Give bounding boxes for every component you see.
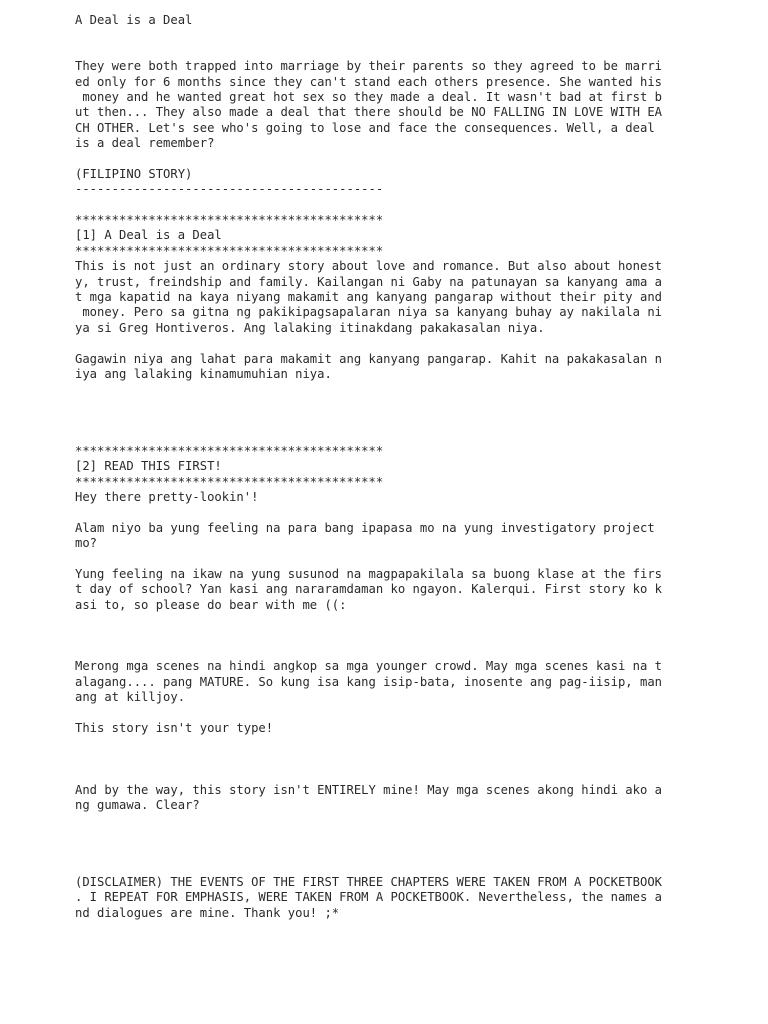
blank-line bbox=[75, 506, 755, 521]
chapter-1-heading: [1] A Deal is a Deal bbox=[75, 228, 222, 243]
blank-line bbox=[75, 859, 755, 874]
synopsis-line: They were both trapped into marriage by their parents so they agreed to be marri bbox=[75, 59, 662, 74]
blank-line bbox=[75, 752, 755, 767]
chapter-2-line: ang at killjoy. bbox=[75, 690, 186, 705]
blank-line bbox=[75, 28, 755, 43]
blank-line bbox=[75, 336, 755, 351]
blank-line bbox=[75, 198, 755, 213]
disclaimer-line: (DISCLAIMER) THE EVENTS OF THE FIRST THREE CHAPTERS WERE TAKEN FROM A POCKETBOOK bbox=[75, 874, 662, 889]
chapter-2-line: t day of school? Yan kasi ang nararamdaman ko ngayon. Kalerqui. First story ko k bbox=[75, 582, 662, 597]
blank-line bbox=[75, 152, 755, 167]
synopsis-line: is a deal remember? bbox=[75, 136, 215, 151]
synopsis-line: ut then... They also made a deal that there should be NO FALLING IN LOVE WITH EA bbox=[75, 105, 662, 120]
blank-line bbox=[75, 644, 755, 659]
synopsis-line: money and he wanted great hot sex so they made a deal. It wasn't bad at first b bbox=[75, 89, 662, 104]
asterisk-divider: ****************************************** bbox=[75, 213, 384, 228]
chapter-2-line: And by the way, this story isn't ENTIRELY mine! May mga scenes akong hindi ako a bbox=[75, 782, 662, 797]
blank-line bbox=[75, 844, 755, 859]
blank-line bbox=[75, 429, 755, 444]
chapter-1-line: y, trust, freindship and family. Kailangan ni Gaby na patunayan sa kanyang ama a bbox=[75, 274, 662, 289]
disclaimer-line: . I REPEAT FOR EMPHASIS, WERE TAKEN FROM A POCKETBOOK. Nevertheless, the names a bbox=[75, 890, 662, 905]
asterisk-divider: ****************************************** bbox=[75, 243, 384, 258]
blank-line bbox=[75, 552, 755, 567]
disclaimer-line: nd dialogues are mine. Thank you! ;* bbox=[75, 905, 340, 920]
blank-line bbox=[75, 736, 755, 751]
blank-line bbox=[75, 44, 755, 59]
synopsis-line: ed only for 6 months since they can't stand each others presence. She wanted his bbox=[75, 74, 662, 89]
blank-line bbox=[75, 629, 755, 644]
chapter-2-line: mo? bbox=[75, 536, 98, 551]
chapter-2-line: asi to, so please do bear with me ((: bbox=[75, 597, 347, 612]
asterisk-divider: ****************************************** bbox=[75, 443, 384, 458]
chapter-1-line: ya si Greg Hontiveros. Ang lalaking itinakdang pakakasalan niya. bbox=[75, 320, 545, 335]
genre-line: (FILIPINO STORY) bbox=[75, 166, 193, 181]
blank-line bbox=[75, 398, 755, 413]
chapter-1-line: t mga kapatid na kaya niyang makamit ang kanyang pangarap without their pity and bbox=[75, 290, 662, 305]
synopsis-line: CH OTHER. Let's see who's going to lose and face the consequences. Well, a deal bbox=[75, 120, 655, 135]
blank-line bbox=[75, 706, 755, 721]
blank-line bbox=[75, 813, 755, 828]
blank-line bbox=[75, 829, 755, 844]
blank-line bbox=[75, 413, 755, 428]
chapter-2-line: This story isn't your type! bbox=[75, 720, 274, 735]
chapter-2-line: Hey there pretty-lookin'! bbox=[75, 490, 259, 505]
chapter-2-line: Alam niyo ba yung feeling na para bang ipapasa mo na yung investigatory project bbox=[75, 520, 655, 535]
document-page bbox=[75, 13, 755, 921]
chapter-2-line: alagang.... pang MATURE. So kung isa kang isip-bata, inosente ang pag-iisip, man bbox=[75, 674, 662, 689]
chapter-2-heading: [2] READ THIS FIRST! bbox=[75, 459, 222, 474]
chapter-1-line: money. Pero sa gitna ng pakikipagsapalaran niya sa kanyang buhay ay nakilala ni bbox=[75, 305, 662, 320]
blank-line bbox=[75, 382, 755, 397]
chapter-2-line: Merong mga scenes na hindi angkop sa mga younger crowd. May mga scenes kasi na t bbox=[75, 659, 662, 674]
chapter-1-line: Gagawin niya ang lahat para makamit ang kanyang pangarap. Kahit na pakakasalan n bbox=[75, 351, 662, 366]
blank-line bbox=[75, 767, 755, 782]
chapter-2-line: ng gumawa. Clear? bbox=[75, 797, 200, 812]
chapter-2-line: Yung feeling na ikaw na yung susunod na magpapakilala sa buong klase at the firs bbox=[75, 567, 662, 582]
divider-line: ------------------------------------------ bbox=[75, 182, 384, 197]
asterisk-divider: ****************************************** bbox=[75, 474, 384, 489]
chapter-1-line: This is not just an ordinary story about love and romance. But also about honest bbox=[75, 259, 662, 274]
chapter-1-line: iya ang lalaking kinamumuhian niya. bbox=[75, 366, 332, 381]
blank-line bbox=[75, 613, 755, 628]
title-line: A Deal is a Deal bbox=[75, 13, 193, 27]
